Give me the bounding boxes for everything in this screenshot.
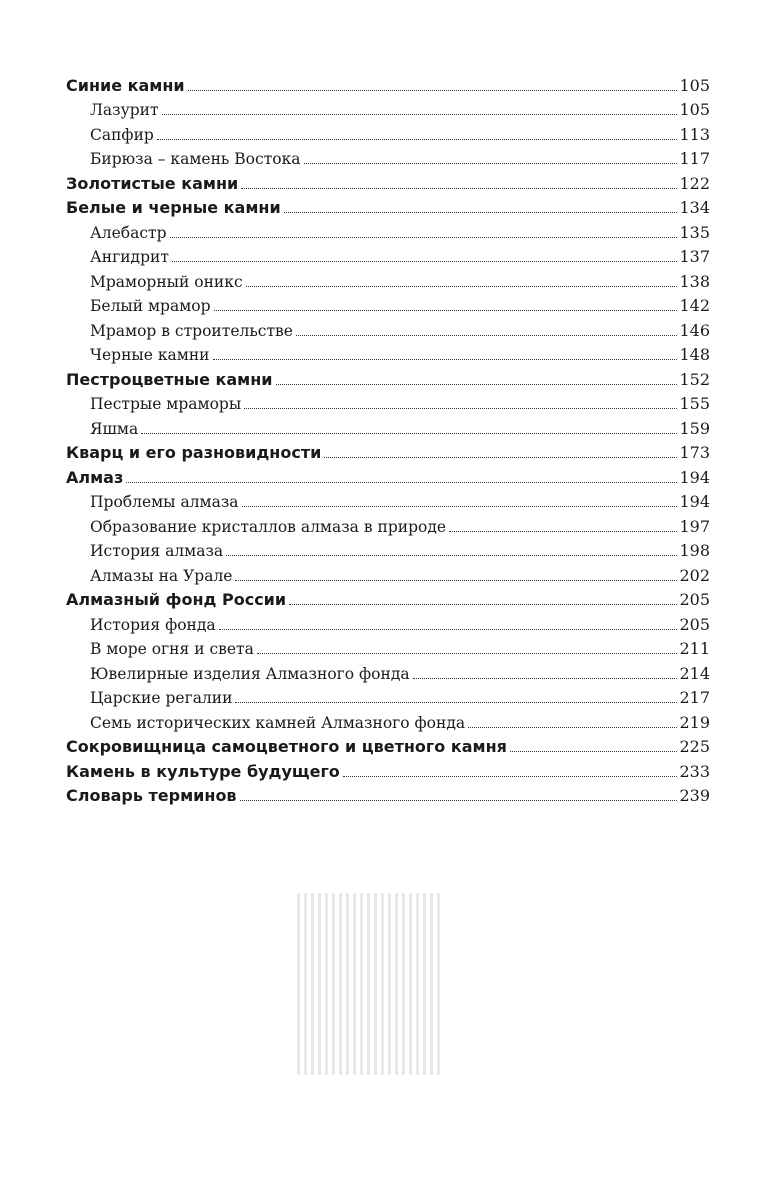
dot-leader	[172, 261, 678, 262]
toc-subsection-entry	[66, 561, 710, 586]
toc-page-number: 225	[679, 737, 710, 756]
toc-section-entry	[66, 782, 710, 807]
toc-page-number: 105	[679, 100, 710, 119]
dot-leader	[214, 310, 678, 311]
toc-subsection-entry	[66, 610, 710, 635]
dot-leader	[343, 776, 678, 777]
toc-entry-title: Белые и черные камни	[66, 198, 281, 217]
dot-leader	[141, 433, 677, 434]
toc-subsection-entry	[66, 218, 710, 243]
toc-subsection-entry	[66, 414, 710, 439]
toc-subsection-entry	[66, 390, 710, 415]
toc-page-number: 198	[679, 541, 710, 560]
toc-page-number: 113	[679, 124, 710, 144]
toc-entry-title: Синие камни	[66, 75, 185, 95]
toc-entry-title: Пестроцветные камни	[66, 369, 273, 389]
toc-page-number: 219	[679, 712, 710, 732]
toc-entry-title: Пестрые мраморы	[90, 395, 242, 413]
dot-leader	[188, 90, 678, 91]
toc-entry-title: Царские регалии	[90, 689, 233, 707]
toc-page-number: 155	[679, 394, 710, 413]
toc-subsection-entry	[66, 316, 710, 341]
toc-subsection-entry	[66, 267, 710, 292]
toc-entry-title: Сапфир	[90, 125, 154, 144]
dot-leader	[468, 727, 677, 728]
toc-subsection-entry	[66, 537, 710, 562]
toc-section-entry	[66, 757, 710, 782]
toc-subsection-entry	[66, 512, 710, 537]
dot-leader	[413, 678, 678, 679]
toc-entry-title: Алебастр	[90, 223, 167, 242]
table-of-contents	[66, 71, 710, 806]
dot-leader	[276, 384, 678, 385]
faint-barcode-watermark	[297, 893, 441, 1075]
toc-entry-title: В море огня и света	[90, 640, 254, 658]
toc-page-number: 194	[679, 492, 710, 511]
toc-entry-title: Алмазный фонд России	[66, 590, 287, 609]
toc-entry-title: Ювелирные изделия Алмазного фонда	[90, 664, 410, 683]
dot-leader	[244, 408, 677, 409]
toc-page-number: 146	[679, 320, 710, 340]
toc-entry-title: Мрамор в строительстве	[90, 321, 293, 340]
dot-leader	[235, 702, 677, 703]
toc-page-number: 152	[679, 369, 710, 389]
dot-leader	[213, 359, 678, 360]
toc-entry-title: Золотистые камни	[66, 173, 239, 193]
toc-entry-title: Яшма	[90, 419, 139, 438]
dot-leader	[241, 188, 677, 189]
dot-leader	[257, 653, 678, 654]
dot-leader	[246, 286, 678, 287]
dot-leader	[284, 212, 678, 213]
dot-leader	[449, 531, 677, 532]
toc-page-number: 134	[679, 198, 710, 217]
toc-page-number: 135	[679, 222, 710, 242]
toc-entry-title: Мраморный оникс	[90, 272, 243, 291]
toc-entry-title: Лазурит	[90, 101, 159, 119]
toc-section-entry	[66, 194, 710, 219]
toc-entry-title: Камень в культуре будущего	[66, 761, 340, 781]
dot-leader	[304, 163, 678, 164]
toc-entry-title: Белый мрамор	[90, 297, 211, 315]
toc-page-number: 138	[679, 271, 710, 291]
toc-entry-title: Сокровищница самоцветного и цветного камня	[66, 737, 507, 756]
toc-entry-title: Семь исторических камней Алмазного фонда	[90, 713, 466, 732]
toc-subsection-entry	[66, 120, 710, 145]
toc-entry-title: История алмаза	[90, 542, 224, 560]
toc-page-number: 239	[679, 786, 710, 805]
toc-page-number: 148	[679, 345, 710, 364]
toc-subsection-entry	[66, 292, 710, 317]
toc-page-number: 137	[679, 247, 710, 266]
dot-leader	[162, 114, 678, 115]
toc-entry-title: История фонда	[90, 615, 216, 634]
toc-entry-title: Образование кристаллов алмаза в природе	[90, 517, 447, 536]
toc-page-number: 233	[679, 761, 710, 781]
toc-subsection-entry	[66, 635, 710, 660]
dot-leader	[226, 555, 677, 556]
toc-entry-title: Ангидрит	[90, 248, 169, 266]
toc-page-number: 173	[679, 443, 710, 462]
toc-subsection-entry	[66, 341, 710, 366]
toc-page-number: 142	[679, 296, 710, 315]
toc-entry-title: Бирюза – камень Востока	[90, 150, 301, 168]
dot-leader	[510, 751, 678, 752]
toc-entry-title: Проблемы алмаза	[90, 493, 239, 511]
toc-subsection-entry	[66, 684, 710, 709]
toc-page-number: 202	[679, 565, 710, 585]
dot-leader	[324, 457, 677, 458]
toc-page-number: 205	[679, 590, 710, 609]
toc-entry-title: Словарь терминов	[66, 786, 237, 805]
dot-leader	[289, 604, 677, 605]
toc-section-entry	[66, 71, 710, 96]
toc-subsection-entry	[66, 708, 710, 733]
toc-page-number: 205	[679, 614, 710, 634]
toc-page-number: 214	[679, 663, 710, 683]
toc-page-number: 217	[679, 688, 710, 707]
dot-leader	[296, 335, 678, 336]
toc-section-entry	[66, 169, 710, 194]
toc-page-number: 211	[679, 639, 710, 658]
toc-page-number: 117	[679, 149, 710, 168]
toc-section-entry	[66, 463, 710, 488]
toc-subsection-entry	[66, 96, 710, 121]
dot-leader	[240, 800, 678, 801]
dot-leader	[235, 580, 677, 581]
toc-section-entry	[66, 365, 710, 390]
toc-subsection-entry	[66, 145, 710, 170]
toc-page-number: 159	[679, 418, 710, 438]
toc-entry-title: Кварц и его разновидности	[66, 443, 322, 462]
toc-section-entry	[66, 586, 710, 611]
dot-leader	[242, 506, 678, 507]
dot-leader	[157, 139, 678, 140]
toc-page-number: 197	[679, 516, 710, 536]
toc-subsection-entry	[66, 659, 710, 684]
toc-section-entry	[66, 439, 710, 464]
toc-entry-title: Черные камни	[90, 346, 210, 364]
toc-entry-title: Алмаз	[66, 467, 124, 487]
toc-page-number: 122	[679, 173, 710, 193]
toc-entry-title: Алмазы на Урале	[90, 566, 233, 585]
dot-leader	[170, 237, 678, 238]
toc-subsection-entry	[66, 243, 710, 268]
toc-section-entry	[66, 733, 710, 758]
toc-page-number: 194	[679, 467, 710, 487]
toc-page-number: 105	[679, 75, 710, 95]
dot-leader	[126, 482, 677, 483]
dot-leader	[219, 629, 678, 630]
toc-subsection-entry	[66, 488, 710, 513]
